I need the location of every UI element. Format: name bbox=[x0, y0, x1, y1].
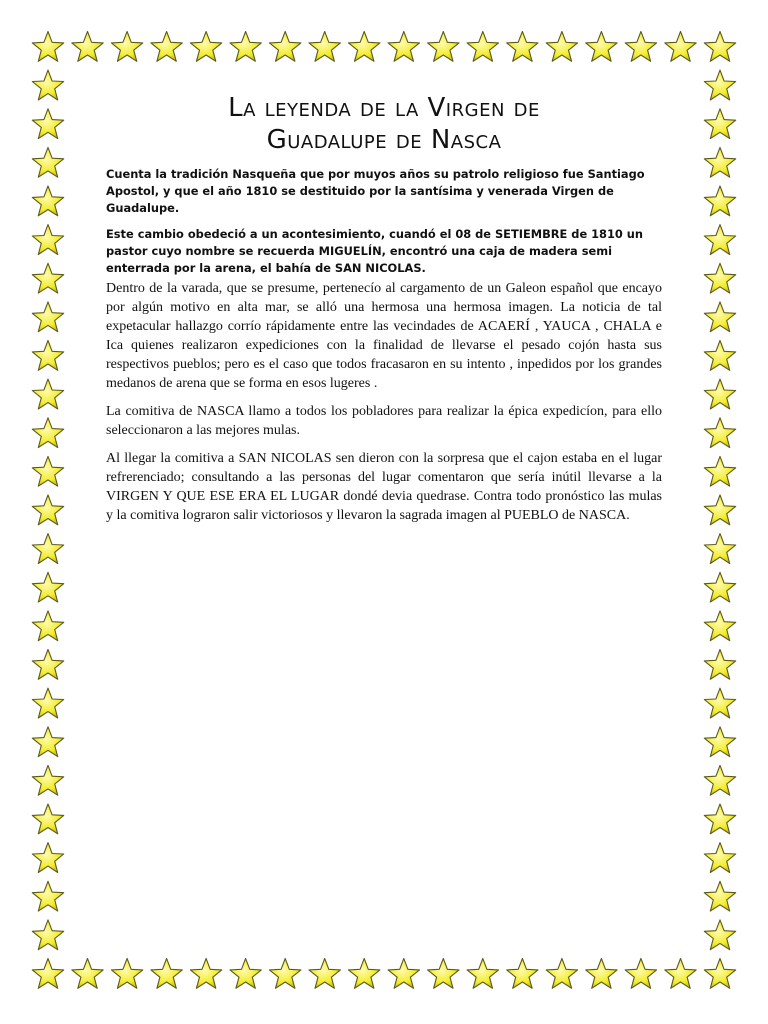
star-icon bbox=[230, 32, 261, 62]
star-icon bbox=[111, 32, 142, 62]
star-icon bbox=[32, 32, 63, 62]
title-line-1: La leyenda de la Virgen de bbox=[228, 93, 540, 123]
star-icon bbox=[32, 70, 63, 100]
body-paragraph-2: La comitiva de NASCA llamo a todos los pobladores para realizar la épica expedicíon, para ello seleccionaron a las mejores mulas. bbox=[106, 404, 662, 438]
star-icon bbox=[467, 32, 498, 62]
star-icon bbox=[625, 959, 656, 989]
star-icon bbox=[704, 495, 735, 525]
star-icon bbox=[72, 32, 103, 62]
star-icon bbox=[32, 456, 63, 486]
star-icon bbox=[32, 263, 63, 293]
star-icon bbox=[32, 186, 63, 216]
star-icon bbox=[704, 688, 735, 718]
star-icon bbox=[704, 70, 735, 100]
star-icon bbox=[230, 959, 261, 989]
star-icon bbox=[309, 32, 340, 62]
star-icon bbox=[111, 959, 142, 989]
star-icon bbox=[32, 727, 63, 757]
star-icon bbox=[349, 32, 380, 62]
star-icon bbox=[546, 32, 577, 62]
star-icon bbox=[32, 302, 63, 332]
star-icon bbox=[704, 727, 735, 757]
page-title bbox=[106, 92, 662, 156]
star-icon bbox=[151, 959, 182, 989]
star-icon bbox=[704, 418, 735, 448]
star-icon bbox=[586, 32, 617, 62]
star-icon bbox=[704, 920, 735, 950]
star-icon bbox=[32, 534, 63, 564]
star-icon bbox=[665, 32, 696, 62]
star-icon bbox=[32, 225, 63, 255]
star-icon bbox=[704, 534, 735, 564]
star-icon bbox=[32, 572, 63, 602]
star-icon bbox=[349, 959, 380, 989]
star-icon bbox=[704, 804, 735, 834]
star-icon bbox=[32, 843, 63, 873]
star-icon bbox=[270, 32, 301, 62]
star-icon bbox=[704, 611, 735, 641]
document-content bbox=[106, 92, 662, 534]
star-icon bbox=[270, 959, 301, 989]
star-icon bbox=[704, 302, 735, 332]
star-icon bbox=[704, 650, 735, 680]
star-icon bbox=[32, 147, 63, 177]
star-icon bbox=[704, 572, 735, 602]
star-icon bbox=[32, 650, 63, 680]
star-icon bbox=[704, 186, 735, 216]
star-icon bbox=[32, 341, 63, 371]
star-icon bbox=[32, 804, 63, 834]
intro-paragraph-1: Cuenta la tradición Nasqueña que por muyos años su patrolo religioso fue Santiago Apostol, y que el año 1810 se destituido por la santísima y venerada Virgen de Guadalupe. bbox=[106, 167, 645, 215]
star-icon bbox=[704, 959, 735, 989]
star-icon bbox=[704, 881, 735, 911]
star-icon bbox=[32, 881, 63, 911]
star-icon bbox=[32, 495, 63, 525]
star-icon bbox=[151, 32, 182, 62]
star-icon bbox=[665, 959, 696, 989]
star-icon bbox=[32, 379, 63, 409]
star-icon bbox=[507, 32, 538, 62]
star-icon bbox=[32, 959, 63, 989]
star-icon bbox=[704, 341, 735, 371]
star-icon bbox=[704, 147, 735, 177]
body-paragraph-3: Al llegar la comitiva a SAN NICOLAS sen dieron con la sorpresa que el cajon estaba en el lugar refrerenciado; consultando a las personas del lugar comentaron que sería inútil llevarse a la VIRGEN Y QUE ESE ERA EL LUGAR dondé devia quedrase. Contra todo pronóstico las mulas y la comitiva lograron salir victoriosos y llevaron la sagrada imagen al PUEBLO de NASCA. bbox=[106, 451, 662, 523]
star-icon bbox=[704, 109, 735, 139]
star-icon bbox=[32, 920, 63, 950]
star-icon bbox=[586, 959, 617, 989]
star-icon bbox=[32, 418, 63, 448]
body-paragraph-1: Dentro de la varada, que se presume, pertenecío al cargamento de un Galeon español que encayo por algún motivo en alta mar, se alló una hermosa una hermosa imagen. La noticia de tal expetacular hallazgo corrío rápidamente entre las vecindades de ACAERÍ , YAUCA , CHALA e Ica quienes realizaron expediciones con la finalidad de llevarse el pesado cojón hasta sus respectivos pueblos; pero es el caso que todos fracasaron en su intento , inpedidos por los grandes medanos de arena que se forma en esos lugeres . bbox=[106, 281, 662, 391]
star-icon bbox=[704, 263, 735, 293]
star-icon bbox=[32, 611, 63, 641]
star-icon bbox=[309, 959, 340, 989]
star-icon bbox=[467, 959, 498, 989]
star-icon bbox=[704, 225, 735, 255]
star-icon bbox=[704, 843, 735, 873]
star-icon bbox=[546, 959, 577, 989]
star-icon bbox=[388, 32, 419, 62]
star-icon bbox=[428, 32, 459, 62]
title-line-2: Guadalupe de Nasca bbox=[266, 125, 502, 155]
star-icon bbox=[190, 32, 221, 62]
star-icon bbox=[388, 959, 419, 989]
star-icon bbox=[72, 959, 103, 989]
star-icon bbox=[32, 765, 63, 795]
star-icon bbox=[507, 959, 538, 989]
star-icon bbox=[704, 32, 735, 62]
star-icon bbox=[704, 379, 735, 409]
intro-paragraph-2: Este cambio obedeció a un acontesimiento, cuandó el 08 de SETIEMBRE de 1810 un pastor cuyo nombre se recuerda MIGUELÍN, encontró una caja de madera semi enterrada por la arena, el bahía de SAN NICOLAS. bbox=[106, 227, 644, 275]
star-icon bbox=[704, 765, 735, 795]
star-icon bbox=[32, 688, 63, 718]
star-icon bbox=[32, 109, 63, 139]
star-icon bbox=[190, 959, 221, 989]
star-icon bbox=[625, 32, 656, 62]
star-icon bbox=[428, 959, 459, 989]
star-icon bbox=[704, 456, 735, 486]
